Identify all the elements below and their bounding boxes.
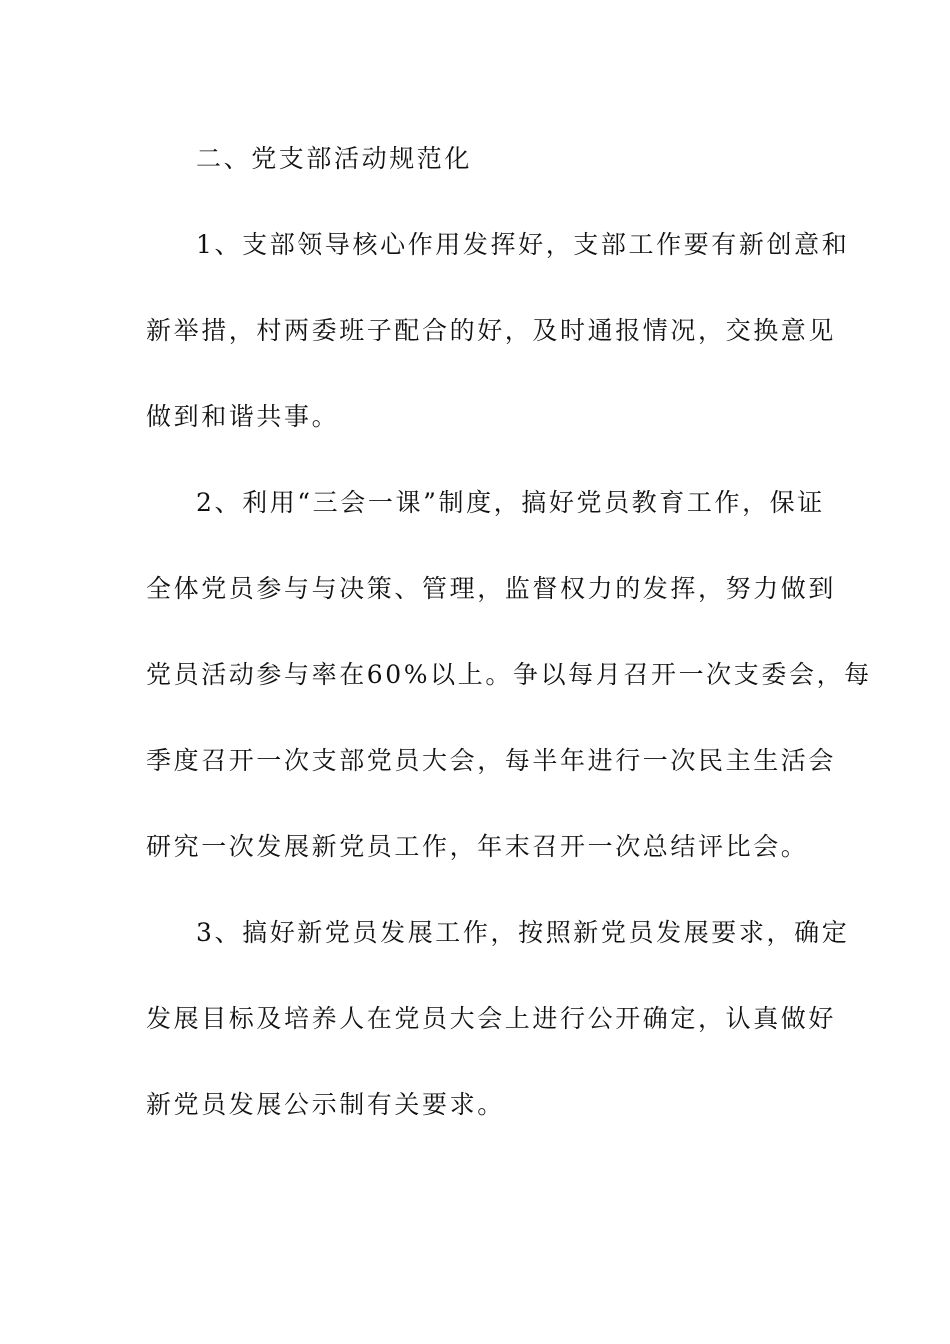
paragraph-2-line-1: 2、利用“三会一课”制度，搞好党员教育工作，保证 — [196, 488, 825, 517]
paragraph-2-line-4: 季度召开一次支部党员大会，每半年进行一次民主生活会 — [146, 746, 837, 775]
paragraph-3-line-2: 发展目标及培养人在党员大会上进行公开确定，认真做好 — [146, 1004, 837, 1033]
paragraph-2-line-5: 研究一次发展新党员工作，年末召开一次总结评比会。 — [146, 832, 809, 861]
paragraph-1-line-3: 做到和谐共事。 — [146, 402, 340, 431]
paragraph-2-line-3: 党员活动参与率在60%以上。争以每月召开一次支委会，每 — [146, 660, 872, 689]
paragraph-3-line-3: 新党员发展公示制有关要求。 — [146, 1090, 505, 1119]
paragraph-2-line-2: 全体党员参与与决策、管理，监督权力的发挥，努力做到 — [146, 574, 837, 603]
paragraph-1-line-2: 新举措，村两委班子配合的好，及时通报情况，交换意见 — [146, 316, 837, 345]
paragraph-3-line-1: 3、搞好新党员发展工作，按照新党员发展要求，确定 — [196, 918, 850, 947]
section-heading: 二、党支部活动规范化 — [196, 144, 473, 173]
paragraph-1-line-1: 1、支部领导核心作用发挥好，支部工作要有新创意和 — [196, 230, 850, 259]
